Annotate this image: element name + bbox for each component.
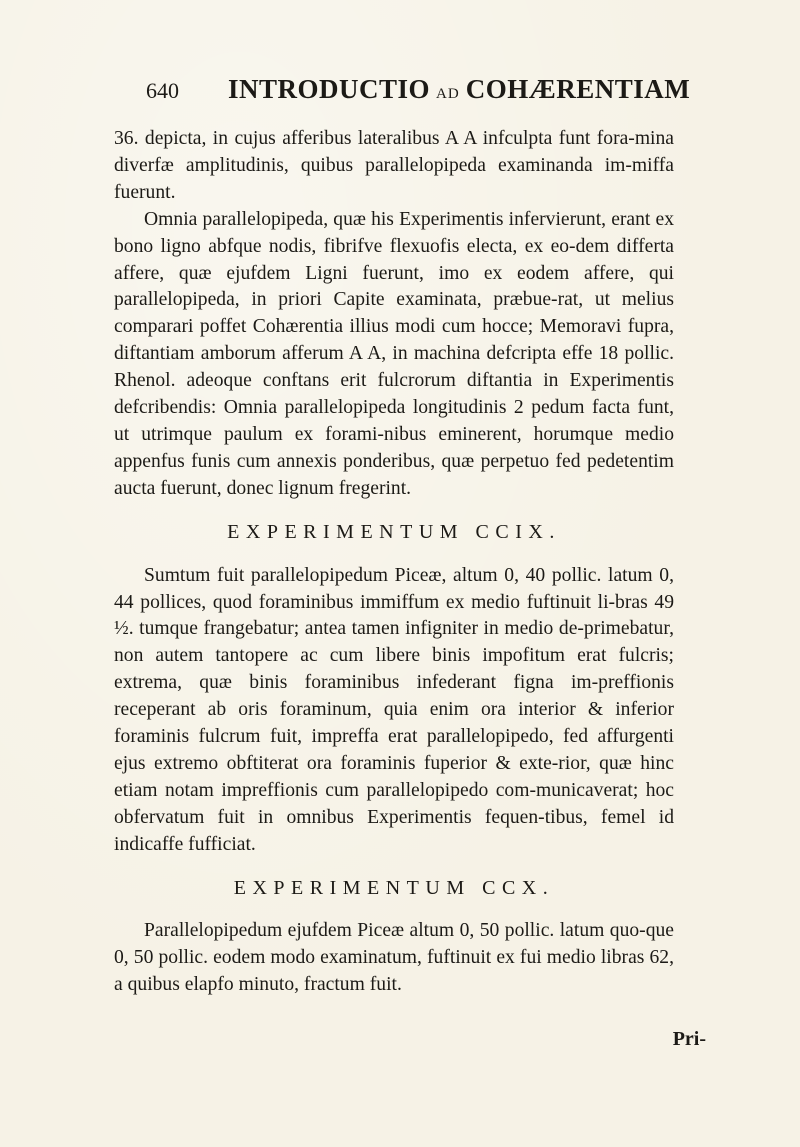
paragraph-2: Omnia parallelopipeda, quæ his Experimentis infervierunt, erant ex bono ligno abfque nodis, fibrifve flexuofis electa, ex eo-dem differta affere, quæ ejufdem Ligni fuerunt, imo ex eodem affere, qui parallelopipeda, in priori Capite examinata, præbue-rat, ut melius comparari poffet Cohærentia illius modi cum hocce; Memoravi fupra, diftantiam amborum afferum A A, in machina defcripta effe 18 pollic. Rhenol. adeoque conftans erit fulcrorum diftantia in Experimentis defcribendis: Omnia parallelopipeda longitudinis 2 pedum facta funt, ut utrimque paulum ex forami-nibus eminerent, horumque medio appenfus funis cum annexis ponderibus, quæ perpetuo fed pedetentim aucta fuerunt, donec lignum fregerint. — [114, 208, 674, 499]
page-number: 640 — [146, 78, 179, 103]
running-head-small: AD — [436, 86, 460, 102]
running-head-right: COHÆRENTIAM — [465, 74, 691, 104]
body-text — [114, 126, 674, 999]
paragraph-1: 36. depicta, in cujus afferibus lateralibus A A infculpta funt fora-mina diverfæ amplitudinis, quibus parallelopipeda examinanda im-miffa fuerunt. — [114, 128, 674, 203]
page-header — [146, 74, 706, 114]
running-head — [228, 74, 690, 105]
paragraph-4: Parallelopipedum ejufdem Piceæ altum 0, 50 pollic. latum quo-que 0, 50 pollic. eodem modo examinatum, fuftinuit ex fui medio libras 62, a quibus elapfo minuto, fractum fuit. — [114, 920, 674, 996]
experiment-heading-ccx: EXPERIMENTUM CCX. — [233, 876, 555, 899]
paragraph-3: Sumtum fuit parallelopipedum Piceæ, altum 0, 40 pollic. latum 0, 44 pollices, quod foraminibus immiffum ex medio fuftinuit li-bras 49 ½. tumque frangebatur; antea tamen infigniter in medio de-primebatur, non autem tantopere ac cum libere binis impofitum erat fulcris; extrema, quæ binis foraminibus infederant figna im-preffionis receperant ab oris foraminum, quia enim ora interior & inferior foraminis fulcrum fuit, impreffa erat parallelopipedo, fed affurgenti ejus extremo obftiterat ora foraminis fuperior & exte-rior, quæ hinc etiam notam impreffionis cum parallelopipedo com-municaverat; hoc obfervatum fuit in omnibus Experimentis fequen-tibus, femel id indicaffe fufficiat. — [114, 564, 674, 855]
running-head-left: INTRODUCTIO — [228, 74, 431, 104]
experiment-heading-ccix: EXPERIMENTUM CCIX. — [227, 520, 561, 543]
catchword: Pri- — [672, 1028, 706, 1050]
